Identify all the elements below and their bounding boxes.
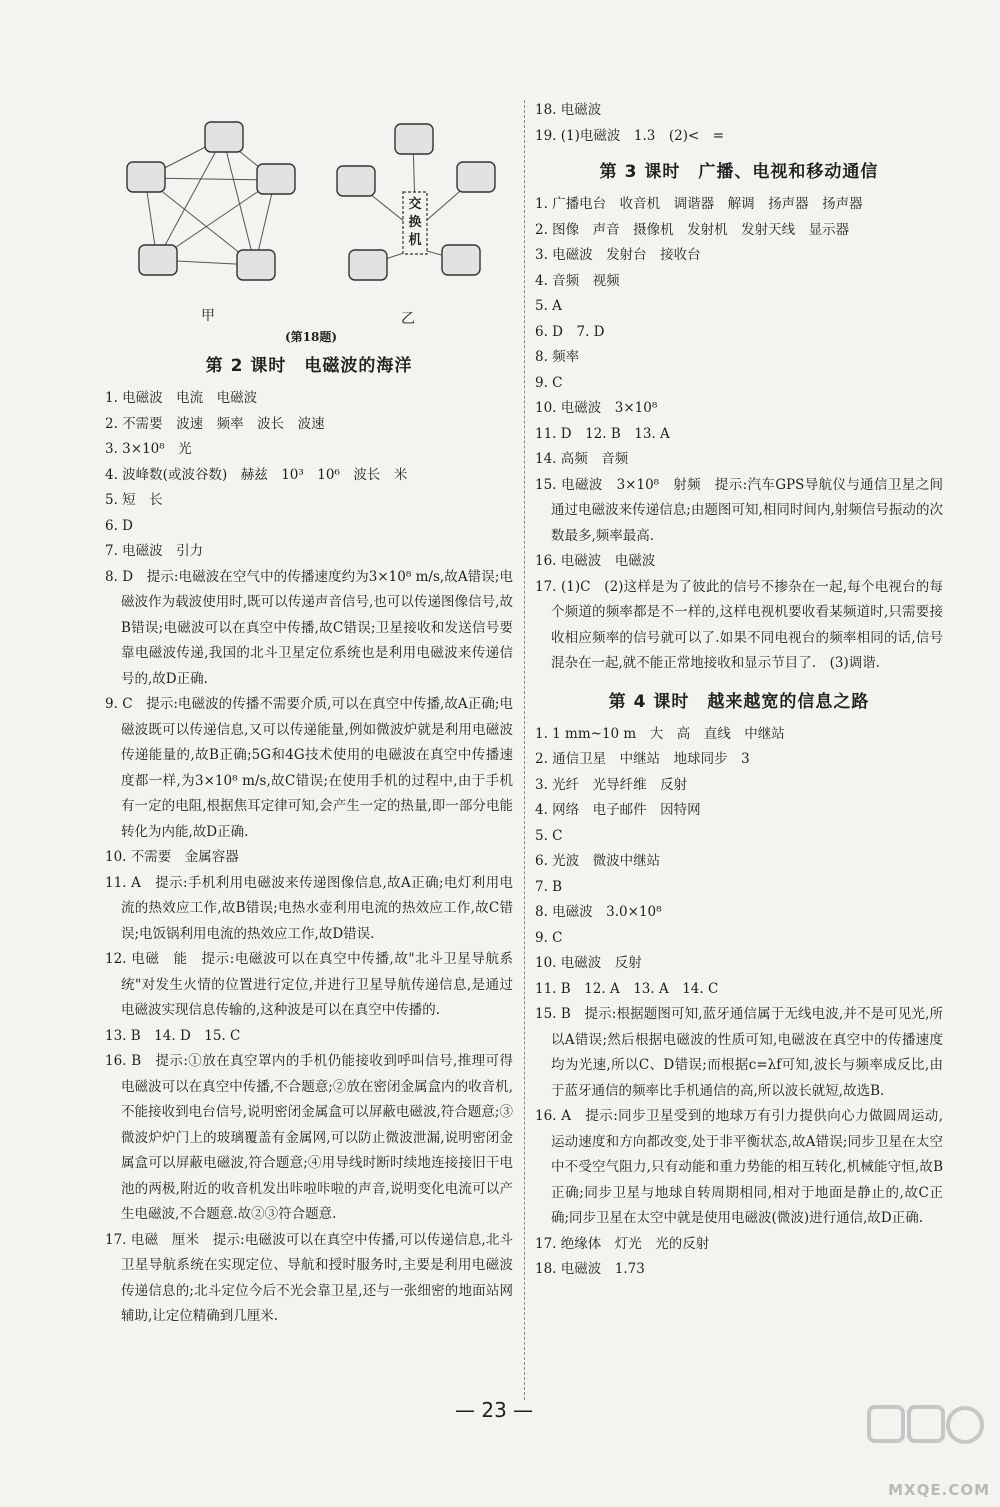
left-answer-list (105, 386, 513, 1330)
answer-item: 15. 电磁波 3×10⁸ 射频 提示:汽车GPS导航仪与通信卫星之间通过电磁波来传递信息;由题图可知,相同时间内,射频信号振动的次数最多,频率最高. (535, 476, 943, 544)
answer-item: 11. D 12. B 13. A (535, 425, 670, 442)
answer-item: 15. B 提示:根据题图可知,蓝牙通信属于无线电波,并不是可见光,所以A错误;然后根据电磁波的性质可知,电磁波在真空中的传播速度均为光速,所以C、D错误;而根据c=λf可知,波长与频率成反比,由于蓝牙通信的频率比手机通信的高,所以波长就短,故选B. (535, 1006, 943, 1099)
answer-item: 8. 电磁波 3.0×10⁸ (535, 904, 662, 920)
answer-item: 8. D 提示:电磁波在空气中的传播速度约为3×10⁸ m/s,故A错误;电磁波作为载波使用时,既可以传递声音信号,也可以传递图像信号,故B错误;电磁波可以在真空中传播,故C错误;卫星接收和发送信号要靠电磁波传递,我国的北斗卫星定位系统也是利用电磁波来传递信号的,故D正确. (105, 568, 513, 687)
answer-item: 18. 电磁波 (535, 102, 602, 118)
section-title-lesson3: 第 3 课时 广播、电视和移动通信 (599, 162, 879, 182)
answer-item: 6. D 7. D (535, 323, 605, 340)
answer-item: 11. A 提示:手机利用电磁波来传递图像信息,故A正确;电灯利用电流的热效应工作,故B错误;电热水壶利用电流的热效应工作,故C错误;电饭锅利用电流的热效应工作,故D错误. (105, 874, 513, 942)
answer-item: 4. 网络 电子邮件 因特网 (535, 802, 701, 818)
figure-label-yi: 乙 (401, 311, 415, 327)
answer-item: 3. 3×10⁸ 光 (105, 441, 192, 457)
page-number: — 23 — (455, 1398, 534, 1422)
answer-item: 3. 电磁波 发射台 接收台 (535, 247, 701, 263)
left-column (105, 100, 513, 1330)
answer-item: 17. (1)C (2)这样是为了彼此的信号不掺杂在一起,每个电视台的每个频道的频率都是不一样的,这样电视机要收看某频道时,只需要接收相应频率的信号就可以了.如果不同电视台的频率相同的话,信号混杂在一起,就不能正常地接收和显示节目了. (3)调谐. (535, 578, 943, 671)
answer-item: 14. 高频 音频 (535, 451, 629, 467)
answer-item: 11. B 12. A 13. A 14. C (535, 980, 719, 997)
answer-item: 10. 不需要 金属容器 (105, 849, 239, 865)
answer-item: 10. 电磁波 反射 (535, 955, 642, 971)
answer-item: 9. C (535, 374, 563, 391)
figure-caption: (第18题) (285, 330, 338, 344)
section-title-lesson4: 第 4 课时 越来越宽的信息之路 (608, 691, 870, 712)
answer-item: 9. C 提示:电磁波的传播不需要介质,可以在真空中传播,故A正确;电磁波既可以传递信息,又可以传递能量,例如微波炉就是利用电磁波传递能量的,故B正确;5G和4G技术使用的电磁波在真空中传播速度都一样,为3×10⁸ m/s,故C错误;在使用手机的过程中,由于手机有一定的电阻,根据焦耳定律可知,会产生一定的热量,即一部分电能转化为内能,故D正确. (105, 696, 513, 840)
site-watermark (845, 1399, 990, 1499)
answer-item: 3. 光纤 光导纤维 反射 (535, 776, 688, 793)
right-column (535, 98, 943, 1283)
answer-item: 7. B (535, 878, 563, 895)
answer-item: 18. 电磁波 1.73 (535, 1261, 645, 1277)
telephone-network-figure (105, 100, 513, 345)
answer-item: 2. 不需要 波速 频率 波长 波速 (105, 415, 325, 432)
answer-item: 2. 通信卫星 中继站 地球同步 3 (535, 751, 750, 767)
answer-item: 9. C (535, 929, 563, 946)
answer-item: 2. 图像 声音 摄像机 发射机 发射天线 显示器 (535, 221, 850, 238)
answer-item: 5. C (535, 827, 563, 844)
column-divider (524, 100, 525, 1400)
answer-item: 4. 音频 视频 (535, 272, 620, 289)
watermark-logo-icon (865, 1399, 985, 1469)
answer-item: 17. 绝缘体 灯光 光的反射 (535, 1235, 710, 1252)
answer-item: 17. 电磁 厘米 提示:电磁波可以在真空中传播,可以传递信息,北斗卫星导航系统在实现定位、导航和授时服务时,主要是利用电磁波传递信息的;北斗定位今后不光会靠卫星,还与一张细密的地面站网辅助,让定位精确到几厘米. (105, 1231, 513, 1324)
answer-item: 6. 光波 微波中继站 (535, 853, 661, 869)
answer-item: 1. 广播电台 收音机 调谐器 解调 扬声器 扬声器 (535, 196, 863, 212)
answer-item: 5. 短 长 (105, 492, 163, 508)
lesson3-answer-list (535, 192, 943, 677)
answer-item: 8. 频率 (535, 349, 580, 365)
continued-answer-list (535, 98, 943, 149)
telephone-diagram (105, 100, 513, 345)
section-title-lesson2: 第 2 课时 电磁波的海洋 (205, 356, 413, 376)
switchboard-label: 交换机 (408, 197, 422, 248)
watermark-text: MXQE.COM (888, 1481, 990, 1499)
figure-label-jia: 甲 (201, 308, 215, 324)
answer-item: 12. 电磁 能 提示:电磁波可以在真空中传播,故"北斗卫星导航系统"对发生火情的位置进行定位,并进行卫星导航传递信息,是通过电磁波实现信息传输的,这种波是可以在真空中传播的. (105, 951, 513, 1018)
answer-item: 5. A (535, 298, 562, 314)
answer-item: 19. (1)电磁波 1.3 (2)< = (535, 127, 725, 144)
answer-item: 1. 电磁波 电流 电磁波 (105, 390, 258, 406)
answer-item: 10. 电磁波 3×10⁸ (535, 400, 658, 416)
answer-item: 6. D (105, 517, 133, 534)
answer-item: 7. 电磁波 引力 (105, 543, 204, 559)
answer-item: 16. A 提示:同步卫星受到的地球万有引力提供向心力做圆周运动,运动速度和方向都改变,处于非平衡状态,故A错误;同步卫星在太空中不受空气阻力,只有动能和重力势能的相互转化,机械能守恒,故B正确;同步卫星与地球自转周期相同,相对于地面是静止的,故C正确;同步卫星在太空中就是使用电磁波(微波)进行通信,故D正确. (535, 1108, 943, 1226)
answer-item: 16. 电磁波 电磁波 (535, 553, 656, 569)
telephone-icons (127, 122, 495, 280)
answer-item: 4. 波峰数(或波谷数) 赫兹 10³ 10⁶ 波长 米 (105, 466, 408, 483)
answer-item: 1. 1 mm~10 m 大 高 直线 中继站 (535, 725, 785, 742)
answer-item: 13. B 14. D 15. C (105, 1027, 241, 1044)
answer-item: 16. B 提示:①放在真空罩内的手机仍能接收到呼叫信号,推理可得电磁波可以在真空中传播,不合题意;②放在密闭金属盒内的收音机,不能接收到电台信号,说明密闭金属盒可以屏蔽电磁波,符合题意;③微波炉炉门上的玻璃覆盖有金属网,可以防止微波泄漏,说明密闭金属盒可以屏蔽电磁波,符合题意;④用导线时断时续地连接接旧干电池的两极,附近的收音机发出咔啦咔啦的声音,说明变化电流可以产生电磁波,不合题意.故②③符合题意. (105, 1053, 513, 1222)
lesson4-answer-list (535, 722, 943, 1283)
